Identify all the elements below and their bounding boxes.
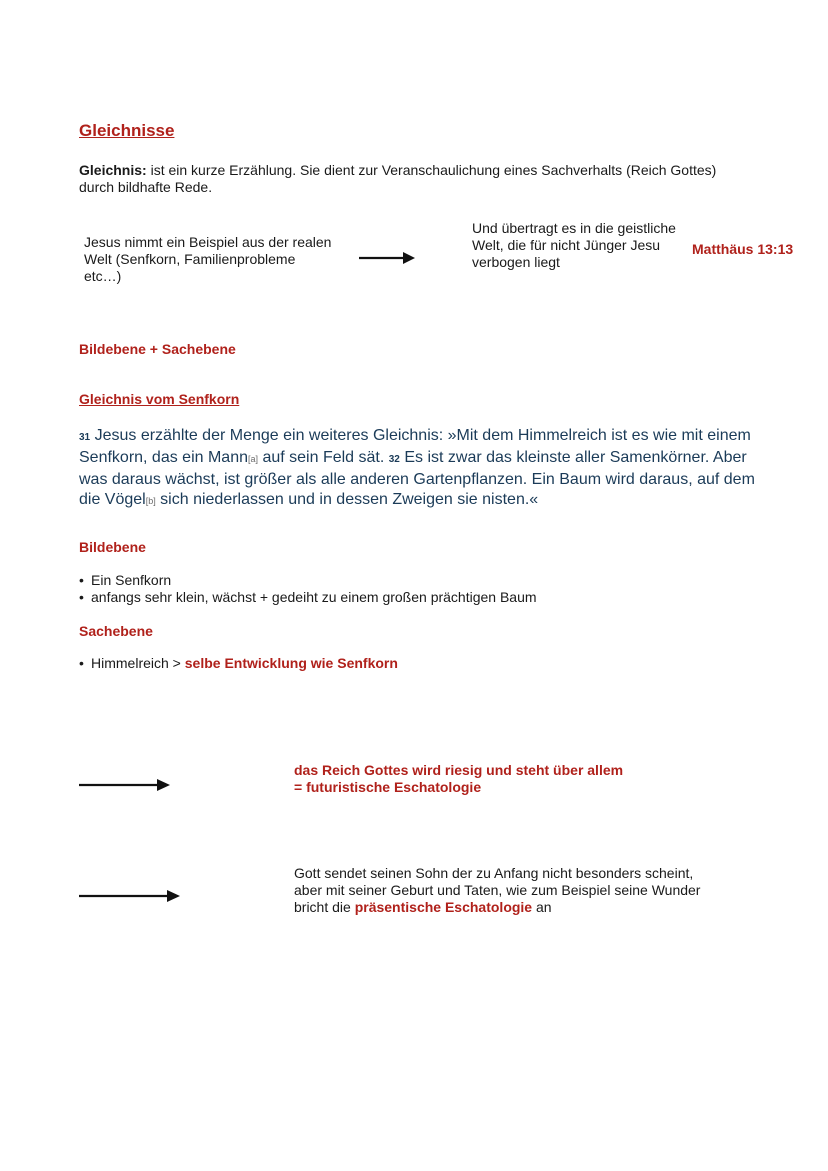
real-world-text: Jesus nimmt ein Beispiel aus der realen Welt (Senfkorn, Familienprobleme etc…) (84, 234, 332, 284)
definition-body: ist ein kurze Erzählung. Sie dient zur Veranschaulichung eines Sachverhalts (Reich Gottes) durch bildhafte Rede. (79, 162, 717, 195)
levels-heading: Bildebene + Sachebene (79, 341, 236, 357)
sachebene-heading: Sachebene (79, 623, 153, 639)
bildebene-list (79, 572, 719, 606)
bildebene-heading: Bildebene (79, 539, 146, 555)
list-item: • anfangs sehr klein, wächst + gedeiht zu einem großen prächtigen Baum (79, 589, 719, 606)
footnote-marker[interactable]: [a] (248, 454, 259, 464)
verse-text: Jesus erzählte der Menge ein weiteres Gleichnis: »Mit dem Himmelreich ist es wie mit einem Senfkorn, das ein Mann (79, 427, 751, 466)
list-item-highlight: selbe Entwicklung wie Senfkorn (184, 655, 398, 671)
spiritual-world-text: Und übertragt es in die geistliche Welt, die für nicht Jünger Jesu verbogen liegt (472, 220, 676, 270)
list-item-text: Himmelreich > (91, 655, 185, 671)
note-line: = futuristische Eschatologie (294, 779, 482, 795)
futuristic-eschatology-note (294, 762, 714, 796)
note-text: an (532, 899, 552, 915)
verse-text: auf sein Feld sät. (258, 449, 389, 466)
arrow-right-icon (79, 888, 180, 904)
verse-text: sich niederlassen und in dessen Zweigen sie nisten.« (155, 491, 539, 508)
present-eschatology-note (294, 865, 714, 916)
footnote-marker[interactable]: [b] (145, 496, 156, 506)
note-line: das Reich Gottes wird riesig und steht über allem (294, 762, 624, 778)
definition-term: Gleichnis: (79, 162, 147, 178)
list-item (79, 655, 719, 672)
note-highlight: präsentische Eschatologie (354, 899, 533, 915)
verse-number: 31 (79, 432, 91, 443)
arrow-right-icon (79, 777, 170, 793)
verse-text: Es ist zwar das kleinste aller Samenkörner. Aber was daraus wächst, ist größer als alle anderen Gartenpflanzen. Ein Baum wird daraus, auf dem die Vögel (79, 449, 755, 508)
sachebene-list (79, 655, 719, 672)
page-title: Gleichnisse (79, 121, 175, 140)
list-item: • Ein Senfkorn (79, 572, 719, 589)
verse-number: 32 (388, 454, 400, 465)
definition-text (79, 162, 719, 196)
bible-reference: Matthäus 13:13 (692, 241, 794, 257)
note-text: Gott sendet seinen Sohn der zu Anfang nicht besonders scheint, aber mit seiner Geburt und Taten, wie zum Beispiel seine Wunder bricht die (294, 865, 701, 915)
parable-title: Gleichnis vom Senfkorn (79, 391, 240, 407)
bible-passage (79, 426, 769, 511)
arrow-right-icon (359, 250, 415, 266)
